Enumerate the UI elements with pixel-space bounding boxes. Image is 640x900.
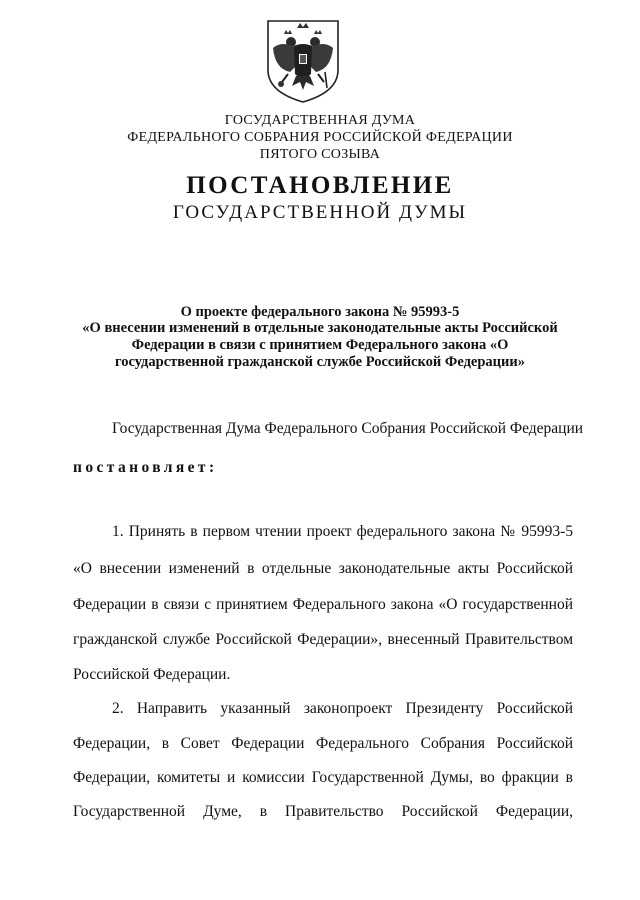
paragraph-2-line: Федерации, в Совет Федерации Федерального Собрания Российской (73, 735, 573, 752)
emblem-svg (264, 18, 342, 104)
bill-title-line-3: Федерации в связи с принятием Федерального закона «О (131, 337, 509, 353)
document-type-title: ПОСТАНОВЛЕНИЕ (186, 172, 454, 199)
paragraph-1-line: Федерации в связи с принятием Федерального закона «О государственной (73, 596, 573, 613)
bill-title-line-2: «О внесении изменений в отдельные законодательные акты Российской (82, 320, 558, 336)
paragraph-1-line: 1. Принять в первом чтении проект федерального закона № 95993-5 (112, 523, 573, 540)
paragraph-1-line: «О внесении изменений в отдельные законодательные акты Российской (73, 560, 573, 577)
paragraph-2-line: Государственной Думе, в Правительство Российской Федерации, (73, 803, 573, 820)
decides-keyword: постановляет: (73, 459, 218, 476)
org-name-line-2: ФЕДЕРАЛЬНОГО СОБРАНИЯ РОССИЙСКОЙ ФЕДЕРАЦИИ (127, 130, 513, 145)
paragraph-2-line: Федерации, комитеты и комиссии Государственной Думы, во фракции в (73, 769, 573, 786)
paragraph-1-line: Российской Федерации. (73, 666, 231, 683)
bill-title-line-1: О проекте федерального закона № 95993-5 (180, 304, 460, 320)
paragraph-1-line: гражданской службе Российской Федерации», внесенный Правительством (73, 631, 573, 648)
paragraph-2-line: 2. Направить указанный законопроект Президенту Российской (112, 700, 573, 717)
preamble-text: Государственная Дума Федерального Собрания Российской Федерации (112, 420, 584, 437)
bill-title-line-4: государственной гражданской службе Российской Федерации» (115, 354, 525, 370)
org-name-line-1: ГОСУДАРСТВЕННАЯ ДУМА (224, 113, 416, 128)
convocation-line: ПЯТОГО СОЗЫВА (259, 147, 381, 162)
russian-coat-of-arms-icon (264, 18, 342, 104)
document-subtitle: ГОСУДАРСТВЕННОЙ ДУМЫ (172, 202, 468, 223)
